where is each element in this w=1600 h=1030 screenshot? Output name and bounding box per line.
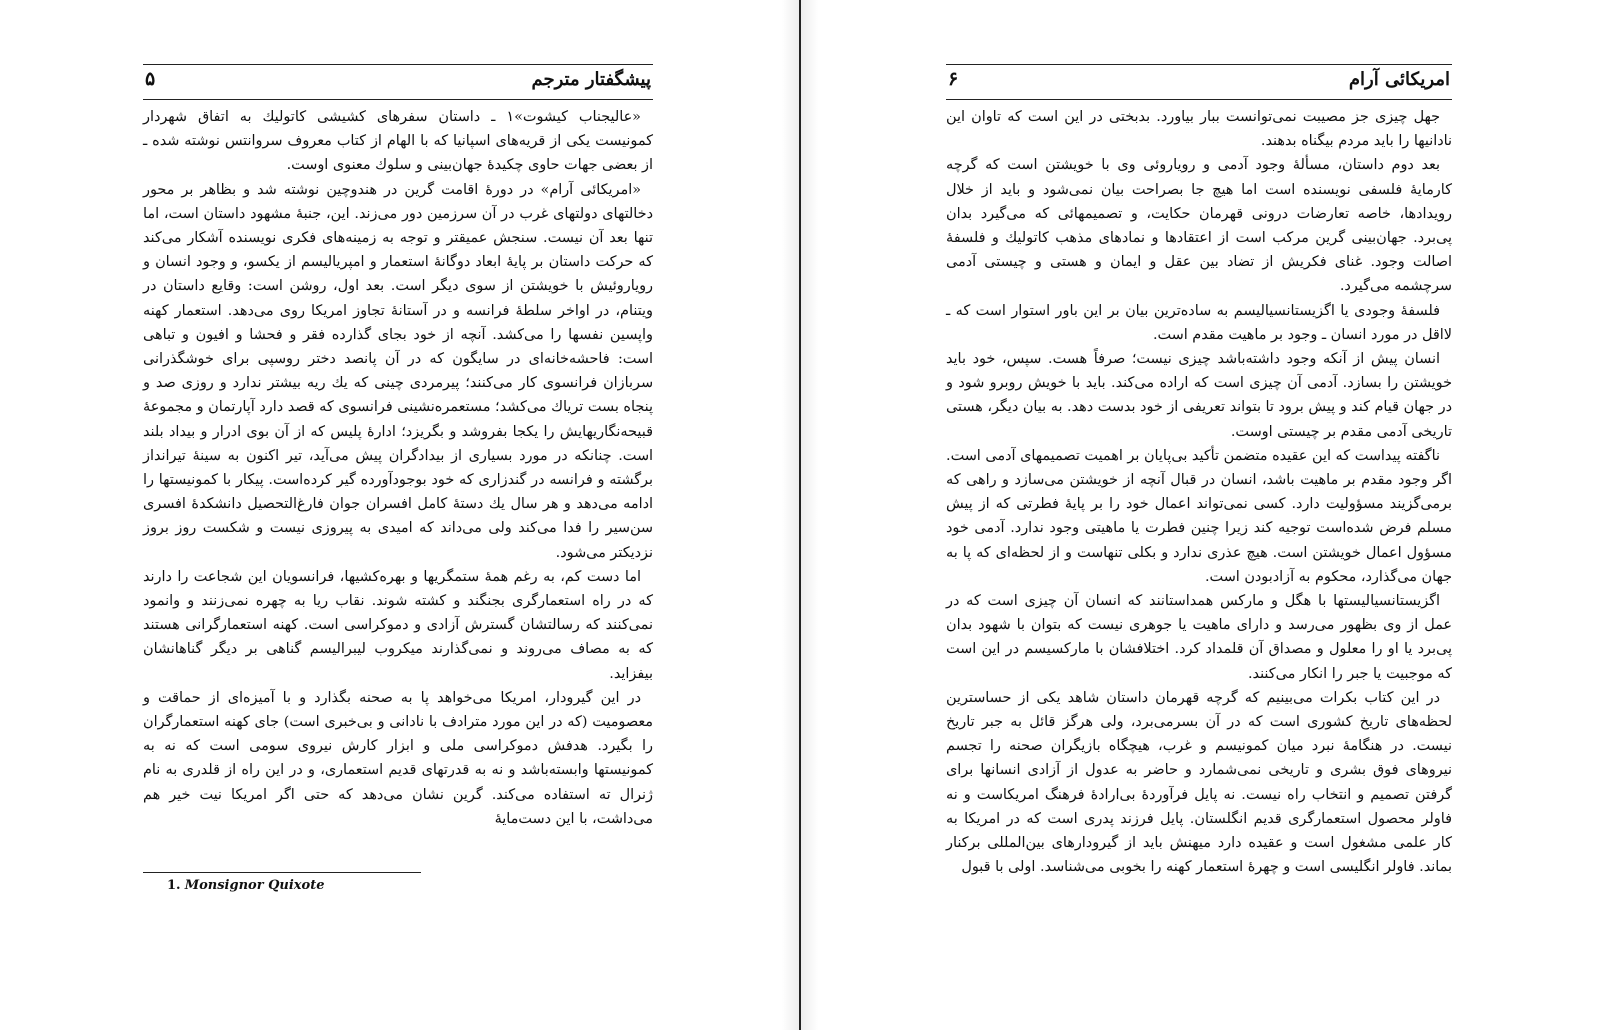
paragraph: اگزیستانسیالیستها با هگل و مارکس همداستانند که انسان آن چیزی است که در عمل از وی بظهور می‌رسد و دارای ماهیت یا جوهری نیست که بتوان با شهود بدان پی‌برد یا او را معلول و مصداق آن قلمداد کرد. اختلافشان با مارکسیسم در این است که موجبیت یا جبر را انکار می‌کنند. bbox=[946, 593, 1452, 682]
left-page-header bbox=[143, 64, 653, 100]
paragraph: فلسفهٔ وجودی یا اگزیستانسیالیسم به ساده‌ترین بیان بر این باور استوار است که ـ لااقل در مورد انسان ـ وجود بر ماهیت مقدم است. bbox=[946, 302, 1452, 343]
right-page-header bbox=[946, 64, 1452, 100]
right-page bbox=[946, 0, 1452, 1030]
paragraph: بعد دوم داستان، مسألهٔ وجود آدمی و رویاروئی وی با خویشتن است که گرچه کارمایهٔ فلسفی نویسنده است اما هیچ جا بصراحت بیان نمی‌شود و باید از خلال رویدادها، خاصه تعارضات درونی قهرمان حکایت، و تصمیمهائی که می‌گیرد بدان پی‌برد. جهان‌بینی گرین مرکب است از اعتقادها و نمادهای مذهب کاتولیك و فلسفهٔ اصالت وجود. غنای فکریش از تضاد بین عقل و ایمان و هستی و چیستی آدمی سرچشمه می‌گیرد. bbox=[946, 157, 1452, 295]
right-page-body bbox=[946, 105, 1452, 880]
paragraph: انسان پیش از آنکه وجود داشته‌باشد چیزی نیست؛ صرفاً هست. سپس، خود باید خویشتن را بسازد. آدمی آن چیزی است که اراده می‌کند. باید با خویش روبرو شود و در جهان قیام کند و پیش برود تا بتواند تعریفی از خود بدست دهد. به بیان دیگر، هستی تاریخی آدمی مقدم بر چیستی اوست. bbox=[946, 351, 1452, 440]
gutter-shadow-right bbox=[800, 0, 818, 1030]
book-gutter bbox=[799, 0, 801, 1030]
paragraph: ناگفته پیداست که این عقیده متضمن تأکید بی‌پایان بر اهمیت تصمیمهای آدمی است. اگر وجود مقدم بر ماهیت باشد، انسان در قبال آنچه از خویشتن می‌سازد و راهی که برمی‌گزیند مسؤولیت دارد. کسی نمی‌تواند اعمال خود را بر پایهٔ فطرتی که از پیش مسلم فرض شده‌است توجیه کند زیرا چنین فطرت یا ماهیتی وجود ندارد. آدمی خود مسؤول اعمال خویشتن است. هیچ عذری ندارد و بکلی تنهاست و از لحظه‌ای که پا به جهان می‌گذارد، محکوم به آزادبودن است. bbox=[946, 447, 1452, 585]
footnote-rule bbox=[143, 872, 421, 873]
left-page-body bbox=[143, 105, 653, 831]
left-page bbox=[143, 0, 653, 1030]
paragraph: «امریکائی آرام» در دورهٔ اقامت گرین در هندوچین نوشته شد و بظاهر بر محور دخالتهای دولتهای غرب در آن سرزمین دور می‌زند. این، جنبهٔ مشهود داستان است، اما تنها بعد آن نیست. سنجش عمیقتر و توجه به زمینه‌های فکری نویسنده آشکار می‌کند که حرکت داستان بر پایهٔ ابعاد دوگانهٔ استعمار و امپریالیسم از یکسو، و وجود انسان و رویاروئیش با خویشتن از سوی دیگر است. بعد اول، روشن است: وقایع داستان در ویتنام، در اواخر سلطهٔ فرانسه و در آستانهٔ تجاوز امریکا روی می‌دهد. استعمار کهنه واپسین نفسها را می‌کشد. آنچه از خود بجای گذارده فقر و فحشا و افیون و تباهی است: فاحشه‌خانه‌ای در سایگون که در آن پانصد دختر روسپی برای خوشگذرانی سربازان فرانسوی کار می‌کنند؛ پیرمردی چینی که یك ریه بیشتر ندارد و روزی صد و پنجاه بست تریاك می‌کشد؛ مستعمره‌نشینی فرانسوی که قصد دارد آپارتمان و مجموعهٔ قبیحه‌نگاریهایش را یکجا بفروشد و بگریزد؛ ادارهٔ پلیس که از آن بوی ادرار و بیداد بلند است. چنانکه در مورد بسیاری از بیدادگران پیش می‌آید، تیر اکنون به سینهٔ تیرانداز برگشته و فرانسه در گندزاری که خود بوجودآورده گیر کرده‌است. پیکار با کمونیستها را ادامه می‌دهد و هر سال یك دستهٔ کامل افسران جوان فارغ‌التحصیل دانشکدهٔ افسری سن‌سیر را فدا می‌کند ولی می‌داند که امیدی به پیروزی نیست و شکست روز بروز نزدیکتر می‌شود. bbox=[143, 181, 653, 561]
footnote-number: 1. bbox=[167, 878, 181, 893]
paragraph: اما دست کم، به رغم همهٔ ستمگریها و بهره‌کشیها، فرانسویان این شجاعت را دارند که در راه استعمارگری بجنگند و کشته شوند. نقاب ریا به چهره نمی‌زنند و وانمود نمی‌کنند که رسالتشان گسترش آزادی و دموکراسی است. کهنه استعمارگرانی هستند که به مصاف می‌روند و نمی‌گذارند میکروب لیبرالیسم گناهی بر دیگر گناهانشان بیفزاید. bbox=[143, 568, 653, 682]
left-page-number: ۵ bbox=[145, 68, 156, 90]
paragraph: در این گیرودار، امریکا می‌خواهد پا به صحنه بگذارد و با آمیزه‌ای از حماقت و معصومیت (که در این مورد مترادف با نادانی و بی‌خبری است) جای کهنه استعمارگران را بگیرد. هدفش دموکراسی ملی و ابزار کارش نیروی سومی است که نه به کمونیستها وابسته‌باشد و نه به قدرتهای قدیم استعماری، و در این راه از قلدری به نام ژنرال ته استفاده می‌کند. گرین نشان می‌دهد که حتی اگر امریکا نیت خیر هم می‌داشت، با این دست‌مایهٔ bbox=[143, 689, 653, 827]
gutter-shadow-left bbox=[782, 0, 800, 1030]
right-page-title: امریکائی آرام bbox=[1348, 69, 1450, 90]
right-page-number: ۶ bbox=[948, 68, 959, 90]
left-page-title: پیشگفتار مترجم bbox=[531, 69, 651, 90]
paragraph: جهل چیزی جز مصیبت نمی‌توانست ببار بیاورد. بدبختی در این است که تاوان این نادانیها را باید مردم بیگناه بدهند. bbox=[946, 109, 1452, 150]
footnote bbox=[167, 878, 325, 893]
paragraph: در این کتاب بکرات می‌بینیم که گرچه قهرمان داستان شاهد یکی از حساسترین لحظه‌های تاریخ کشوری است که در آن بسرمی‌برد، ولی هرگز قائل به جبر تاریخ نیست. در هنگامهٔ نبرد میان کمونیسم و غرب، هیچگاه بازیگران صحنه را تجسم نیروهای فوق بشری و تاریخی نمی‌شمارد و حاضر به عدول از آزادی انسانها برای گرفتن تصمیم و انتخاب راه نیست. نه پایل فرآوردهٔ بی‌ارادهٔ فرهنگ امریکاست و نه فاولر محصول استعمارگری قدیم انگلستان. پایل فرزند پدری است که در امریکا به کار علمی مشغول است و عقیده دارد میهنش باید از گیرودارهای بین‌المللی برکنار بماند. فاولر انگلیسی است و چهرهٔ استعمار کهنه را بخوبی می‌شناسد. اولی با قبول bbox=[946, 689, 1452, 876]
paragraph: «عالیجناب کیشوت»۱ ـ داستان سفرهای کشیشی کاتولیك به اتفاق شهردار کمونیست یکی از قریه‌های اسپانیا که با الهام از کتاب معروف سروانتس نوشته شده ـ از بعضی جهات حاوی چکیدهٔ جهان‌بینی و سلوك معنوی اوست. bbox=[143, 109, 653, 174]
footnote-text: Monsignor Quixote bbox=[184, 878, 325, 893]
